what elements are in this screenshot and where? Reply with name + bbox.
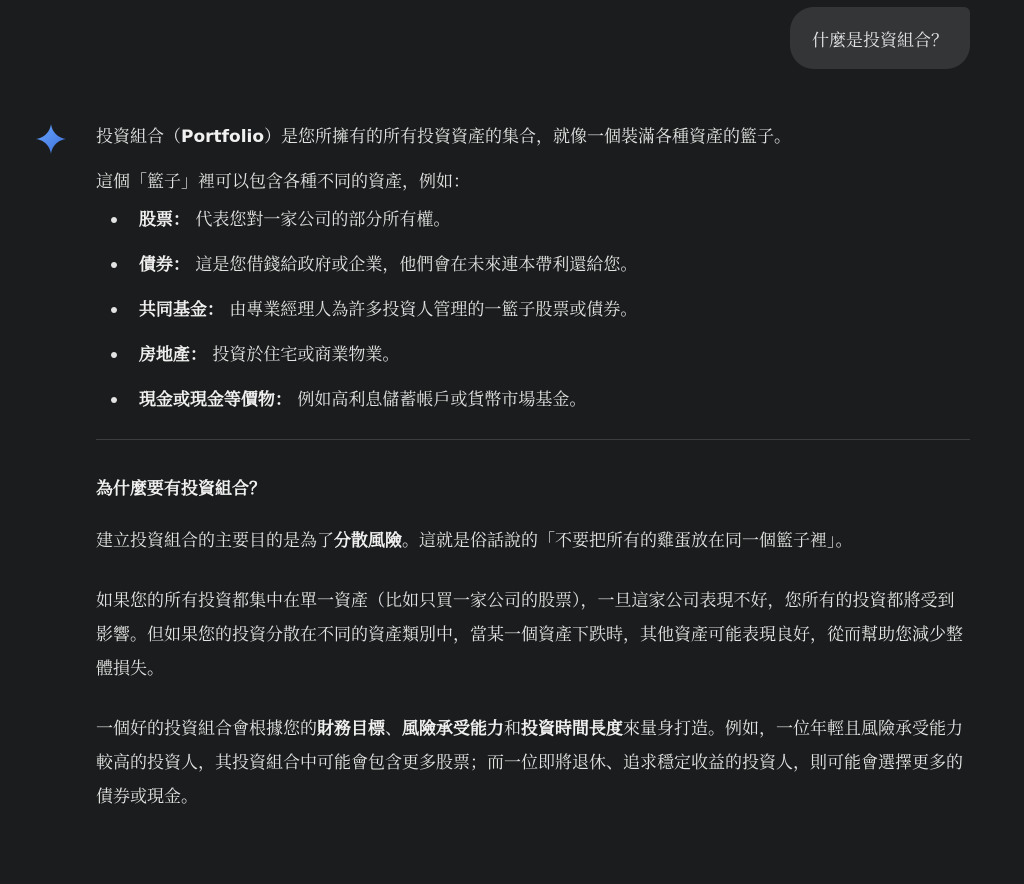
asset-list bbox=[96, 203, 970, 428]
asset-label: 股票： bbox=[139, 210, 190, 230]
gemini-sparkle-icon bbox=[35, 123, 67, 155]
intro-paragraph bbox=[96, 120, 970, 160]
list-item bbox=[96, 383, 970, 428]
intro-portfolio-term: Portfolio bbox=[181, 127, 265, 147]
purpose-paragraph bbox=[96, 524, 970, 558]
asset-label: 現金或現金等價物： bbox=[139, 390, 292, 410]
purpose-post: 。這就是俗話說的「不要把所有的雞蛋放在同一個籃子裡」。 bbox=[402, 531, 853, 551]
tailor-text-2: 、 bbox=[385, 719, 402, 739]
tailor-paragraph bbox=[96, 712, 970, 814]
tailor-bold-goals: 財務目標 bbox=[317, 719, 385, 739]
asset-text: 這是您借錢給政府或企業，他們會在未來連本帶利還給您。 bbox=[190, 255, 638, 275]
basket-intro: 這個「籃子」裡可以包含各種不同的資產，例如： bbox=[96, 172, 470, 192]
asset-text: 例如高利息儲蓄帳戶或貨幣市場基金。 bbox=[292, 390, 587, 410]
user-message-text: 什麼是投資組合？ bbox=[812, 30, 948, 51]
asset-label: 房地產： bbox=[139, 345, 207, 365]
purpose-bold: 分散風險 bbox=[334, 531, 402, 551]
asset-text: 由專業經理人為許多投資人管理的一籃子股票或債券。 bbox=[224, 300, 638, 320]
purpose-pre: 建立投資組合的主要目的是為了 bbox=[96, 531, 334, 551]
tailor-text-4: 來量身打造。例如，一位年輕且風險承受能力較高的投資人，其投資組合中可能會包含更多股票；而一位即將退休、追求穩定收益的投資人，則可能會選擇更多的債券或現金。 bbox=[96, 719, 963, 807]
tailor-bold-horizon: 投資時間長度 bbox=[521, 719, 623, 739]
asset-label: 共同基金： bbox=[139, 300, 224, 320]
asset-text: 投資於住宅或商業物業。 bbox=[207, 345, 400, 365]
asset-text: 代表您對一家公司的部分所有權。 bbox=[190, 210, 451, 230]
list-item bbox=[96, 203, 970, 248]
list-item bbox=[96, 338, 970, 383]
tailor-text-1: 一個好的投資組合會根據您的 bbox=[96, 719, 317, 739]
tailor-bold-risk: 風險承受能力 bbox=[402, 719, 504, 739]
divider bbox=[96, 439, 970, 440]
intro-post: ）是您所擁有的所有投資資產的集合，就像一個裝滿各種資產的籃子。 bbox=[264, 127, 792, 147]
tailor-text-3: 和 bbox=[504, 719, 521, 739]
intro-pre: 投資組合（ bbox=[96, 127, 181, 147]
user-message-bubble bbox=[790, 7, 970, 69]
asset-label: 債券： bbox=[139, 255, 190, 275]
section-heading: 為什麼要有投資組合？ bbox=[96, 479, 266, 499]
assistant-response bbox=[96, 120, 970, 814]
risk-paragraph: 如果您的所有投資都集中在單一資產（比如只買一家公司的股票），一旦這家公司表現不好，您所有的投資都將受到影響。但如果您的投資分散在不同的資產類別中，當某一個資產下跌時，其他資產可能表現良好，從而幫助您減少整體損失。 bbox=[96, 591, 963, 679]
list-item bbox=[96, 248, 970, 293]
list-item bbox=[96, 293, 970, 338]
